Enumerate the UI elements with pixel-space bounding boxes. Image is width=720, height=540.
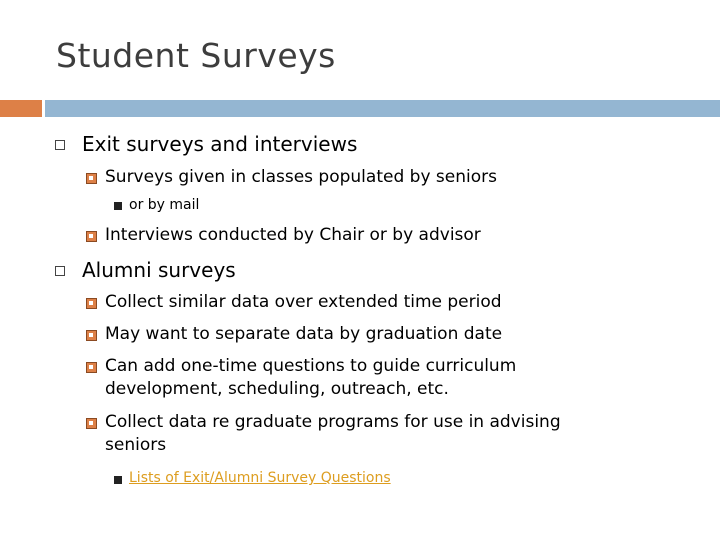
black-square-bullet-icon xyxy=(114,476,122,484)
bullet-alumni-surveys: Alumni surveys xyxy=(82,258,236,282)
title-divider-bar xyxy=(45,100,720,117)
orange-square-bullet-icon xyxy=(86,418,97,429)
orange-square-bullet-icon xyxy=(86,362,97,373)
bullet-or-by-mail: or by mail xyxy=(129,197,200,213)
survey-questions-link[interactable]: Lists of Exit/Alumni Survey Questions xyxy=(129,470,391,486)
bullet-surveys-in-classes: Surveys given in classes populated by seniors xyxy=(105,167,497,187)
bullet-one-time-questions-line1: Can add one-time questions to guide curriculum xyxy=(105,356,517,376)
bullet-graduate-programs-line2: seniors xyxy=(105,435,167,455)
title-accent-bar xyxy=(0,100,42,117)
orange-square-bullet-icon xyxy=(86,330,97,341)
orange-square-bullet-icon xyxy=(86,231,97,242)
bullet-separate-by-graduation: May want to separate data by graduation date xyxy=(105,324,503,344)
square-bullet-icon xyxy=(55,140,65,150)
bullet-collect-similar-data: Collect similar data over extended time period xyxy=(105,292,502,312)
bullet-graduate-programs-line1: Collect data re graduate programs for use in advising xyxy=(105,412,561,432)
black-square-bullet-icon xyxy=(114,202,122,210)
bullet-interviews: Interviews conducted by Chair or by advisor xyxy=(105,225,481,245)
slide-title: Student Surveys xyxy=(56,36,336,75)
square-bullet-icon xyxy=(55,266,65,276)
orange-square-bullet-icon xyxy=(86,173,97,184)
orange-square-bullet-icon xyxy=(86,298,97,309)
bullet-exit-surveys: Exit surveys and interviews xyxy=(82,132,358,156)
bullet-one-time-questions-line2: development, scheduling, outreach, etc. xyxy=(105,379,449,399)
